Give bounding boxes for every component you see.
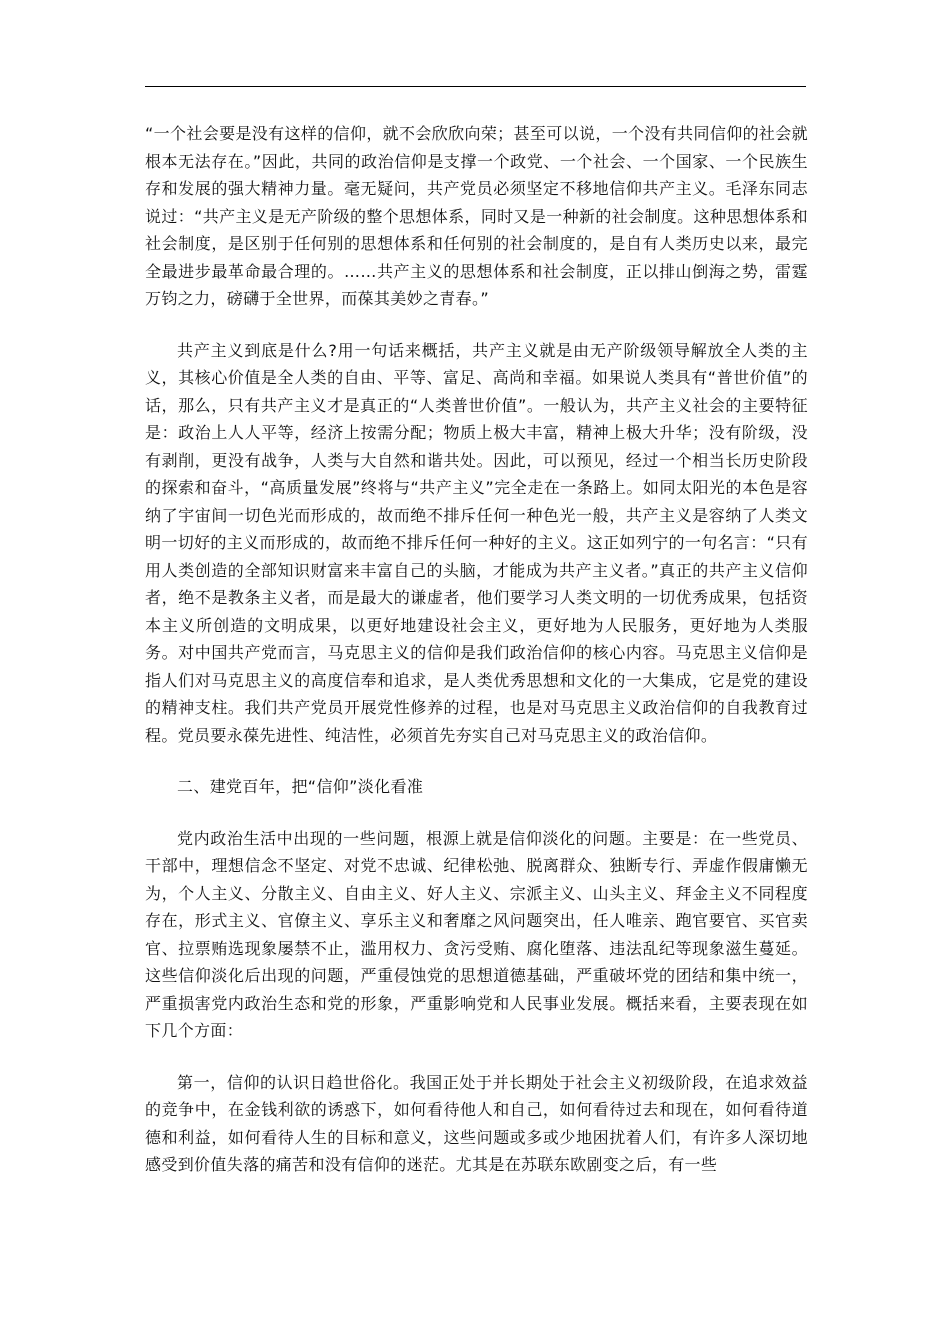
document-body <box>145 120 808 1179</box>
section-heading: 二、建党百年，把“信仰”淡化看准 <box>177 777 424 796</box>
paragraph-gap <box>145 801 808 825</box>
paragraph-problems: 党内政治生活中出现的一些问题，根源上就是信仰淡化的问题。主要是：在一些党员、干部中，理想信念不坚定、对党不忠诚、纪律松弛、脱离群众、独断专行、弄虚作假庸懒无为，个人主义、分散主义、自由主义、好人主义、宗派主义、山头主义、拜金主义不同程度存在，形式主义、官僚主义、享乐主义和奢靡之风问题突出，任人唯亲、跑官要官、买官卖官、拉票贿选现象屡禁不止，滥用权力、贪污受贿、腐化堕落、违法乱纪等现象滋生蔓延。这些信仰淡化后出现的问题，严重侵蚀党的思想道德基础，严重破坏党的团结和集中统一，严重损害党内政治生态和党的形象，严重影响党和人民事业发展。概括来看，主要表现在如下几个方面： <box>145 828 808 1040</box>
paragraph-quote-intro: “一个社会要是没有这样的信仰，就不会欣欣向荣；甚至可以说，一个没有共同信仰的社会就根本无法存在。”因此，共同的政治信仰是支撑一个政党、一个社会、一个国家、一个民族生存和发展的强大精神力量。毫无疑问，共产党员必须坚定不移地信仰共产主义。毛泽东同志说过：“共产主义是无产阶级的整个思想体系，同时又是一种新的社会制度。这种思想体系和社会制度，是区别于任何别的思想体系和任何别的社会制度的，是自有人类历史以来，最完全最进步最革命最合理的。……共产主义的思想体系和社会制度，正以排山倒海之势，雷霆万钧之力，磅礴于全世界，而葆其美妙之青春。” <box>145 124 808 308</box>
paragraph-gap <box>145 749 808 773</box>
paragraph-communism-definition: 共产主义到底是什么?用一句话来概括，共产主义就是由无产阶级领导解放全人类的主义，其核心价值是全人类的自由、平等、富足、高尚和幸福。如果说人类具有“普世价值”的话，那么，只有共产主义才是真正的“人类普世价值”。一般认为，共产主义社会的主要特征是：政治上人人平等，经济上按需分配；物质上极大丰富，精神上极大升华；没有阶级，没有剥削，更没有战争，人类与大自然和谐共处。因此，可以预见，经过一个相当长历史阶段的探索和奋斗，“高质量发展”终将与“共产主义”完全走在一条路上。如同太阳光的本色是容纳了宇宙间一切色光而形成的，故而绝不排斥任何一种色光一般，共产主义是容纳了人类文明一切好的主义而形成的，故而绝不排斥任何一种好的主义。这正如列宁的一句名言：“只有用人类创造的全部知识财富来丰富自己的头脑，才能成为共产主义者。”真正的共产主义信仰者，绝不是教条主义者，而是最大的谦虚者，他们要学习人类文明的一切优秀成果，包括资本主义所创造的文明成果，以更好地建设社会主义，更好地为人民服务，更好地为人类服务。对中国共产党而言，马克思主义的信仰是我们政治信仰的核心内容。马克思主义信仰是指人们对马克思主义的高度信奉和追求，是人类优秀思想和文化的一大集成，它是党的建设的精神支柱。我们共产党员开展党性修养的过程，也是对马克思主义政治信仰的自我教育过程。党员要永葆先进性、纯洁性，必须首先夯实自己对马克思主义的政治信仰。 <box>145 340 808 745</box>
paragraph-first-point: 第一，信仰的认识日趋世俗化。我国正处于并长期处于社会主义初级阶段，在追求效益的竞争中，在金钱利欲的诱惑下，如何看待他人和自己，如何看待过去和现在，如何看待道德和利益，如何看待人生的目标和意义，这些问题或多或少地困扰着人们，有许多人深切地感受到价值失落的痛苦和没有信仰的迷茫。尤其是在苏联东欧剧变之后，有一些 <box>145 1072 808 1174</box>
paragraph-gap <box>145 1045 808 1069</box>
header-rule <box>145 86 806 87</box>
paragraph-gap <box>145 313 808 337</box>
